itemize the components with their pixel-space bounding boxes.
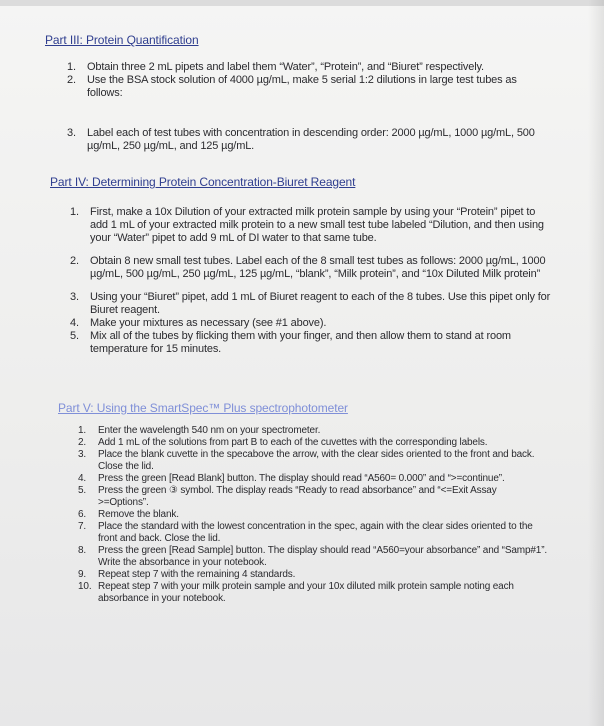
part5-heading: Part V: Using the SmartSpec™ Plus spectrophotometer — [58, 401, 348, 415]
step-number: 1. — [70, 206, 79, 218]
step-number: 3. — [70, 291, 79, 303]
step-number: 2. — [67, 74, 76, 86]
step-number: 5. — [70, 330, 79, 342]
part4-step-5 — [70, 330, 552, 356]
step-number: 3. — [67, 127, 76, 139]
part3-step-3 — [67, 127, 537, 153]
step-text: Enter the wavelength 540 nm on your spectrometer. — [98, 425, 321, 436]
step-text: Make your mixtures as necessary (see #1 above). — [90, 317, 327, 329]
part3-step-1 — [67, 61, 547, 74]
step-number: 4. — [78, 473, 87, 484]
step-number: 6. — [78, 509, 87, 520]
screen-top-edge — [0, 0, 604, 6]
step-number: 2. — [78, 437, 87, 448]
step-text: Label each of test tubes with concentration in descending order: 2000 µg/mL, 1000 µg/mL, 500 µg/mL, 250 µg/mL, and 125 µg/mL. — [87, 127, 535, 152]
part3-steps — [67, 61, 547, 100]
part3-step-2 — [67, 74, 547, 100]
step-text: Press the green [Read Sample] button. The display should read “A560=your absorbance” and “Samp#1”. Write the absorbance in your notebook. — [98, 545, 548, 568]
step-text: Obtain 8 new small test tubes. Label each of the 8 small test tubes as follows: 2000 µg/mL, 1000 µg/mL, 500 µg/mL, 250 µg/mL, 125 µg/mL, “blank”, “Milk protein”, and “10x Diluted Milk protein” — [90, 255, 546, 280]
step-number: 2. — [70, 255, 79, 267]
part4-heading: Part IV: Determining Protein Concentration-Biuret Reagent — [50, 175, 356, 189]
step-number: 9. — [78, 569, 87, 580]
part5-step-6 — [78, 509, 548, 521]
step-text: Add 1 mL of the solutions from part B to each of the cuvettes with the corresponding labels. — [98, 437, 488, 448]
step-text: Using your “Biuret” pipet, add 1 mL of Biuret reagent to each of the 8 tubes. Use this pipet only for Biuret reagent. — [90, 291, 551, 316]
step-number: 5. — [78, 485, 87, 496]
step-number: 8. — [78, 545, 87, 556]
part5-step-10 — [78, 581, 548, 605]
step-number: 3. — [78, 449, 87, 460]
step-text: Obtain three 2 mL pipets and label them “Water”, “Protein”, and “Biuret” respectively. — [87, 61, 484, 73]
part5-step-3 — [78, 449, 548, 473]
step-text: Place the blank cuvette in the specabove the arrow, with the clear sides oriented to the front and back. Close the lid. — [98, 449, 535, 472]
part3-steps-continued — [67, 127, 537, 153]
step-text: Use the BSA stock solution of 4000 µg/mL, make 5 serial 1:2 dilutions in large test tubes as follows: — [87, 74, 517, 99]
step-text: Mix all of the tubes by flicking them with your finger, and then allow them to stand at room temperature for 15 minutes. — [90, 330, 511, 355]
step-text: Press the green [Read Blank] button. The display should read “A560= 0.000” and “>=continue”. — [98, 473, 505, 484]
step-number: 10. — [78, 581, 92, 592]
step-text: Repeat step 7 with your milk protein sample and your 10x diluted milk protein sample noting each absorbance in your notebook. — [98, 581, 514, 604]
step-number: 1. — [67, 61, 76, 73]
screen-right-edge — [588, 0, 604, 726]
part5-step-5 — [78, 485, 548, 509]
step-text: Remove the blank. — [98, 509, 179, 520]
part5-step-4 — [78, 473, 548, 485]
step-text: Place the standard with the lowest concentration in the spec, again with the clear sides oriented to the front and back. Close the lid. — [98, 521, 533, 544]
part3-heading: Part III: Protein Quantification — [45, 33, 199, 47]
step-text: Press the green ③ symbol. The display reads “Ready to read absorbance” and “<=Exit Assay >=Options”. — [98, 485, 497, 508]
part5-step-9 — [78, 569, 548, 581]
step-number: 4. — [70, 317, 79, 329]
part5-step-2 — [78, 437, 548, 449]
part5-step-1 — [78, 425, 548, 437]
part4-step-1 — [70, 206, 552, 245]
step-text: Repeat step 7 with the remaining 4 standards. — [98, 569, 296, 580]
part5-step-8 — [78, 545, 548, 569]
part5-step-7 — [78, 521, 548, 545]
part4-step-3 — [70, 291, 552, 317]
part4-steps — [70, 206, 552, 356]
part4-step-4 — [70, 317, 552, 330]
step-number: 1. — [78, 425, 87, 436]
step-number: 7. — [78, 521, 87, 532]
part4-step-2 — [70, 255, 552, 281]
part5-steps — [78, 425, 548, 605]
step-text: First, make a 10x Dilution of your extracted milk protein sample by using your “Protein” pipet to add 1 mL of your extracted milk protein to a new small test tube labeled “Dilution, and then using your “Water” pipet to add 9 mL of DI water to that same tube. — [90, 206, 544, 244]
